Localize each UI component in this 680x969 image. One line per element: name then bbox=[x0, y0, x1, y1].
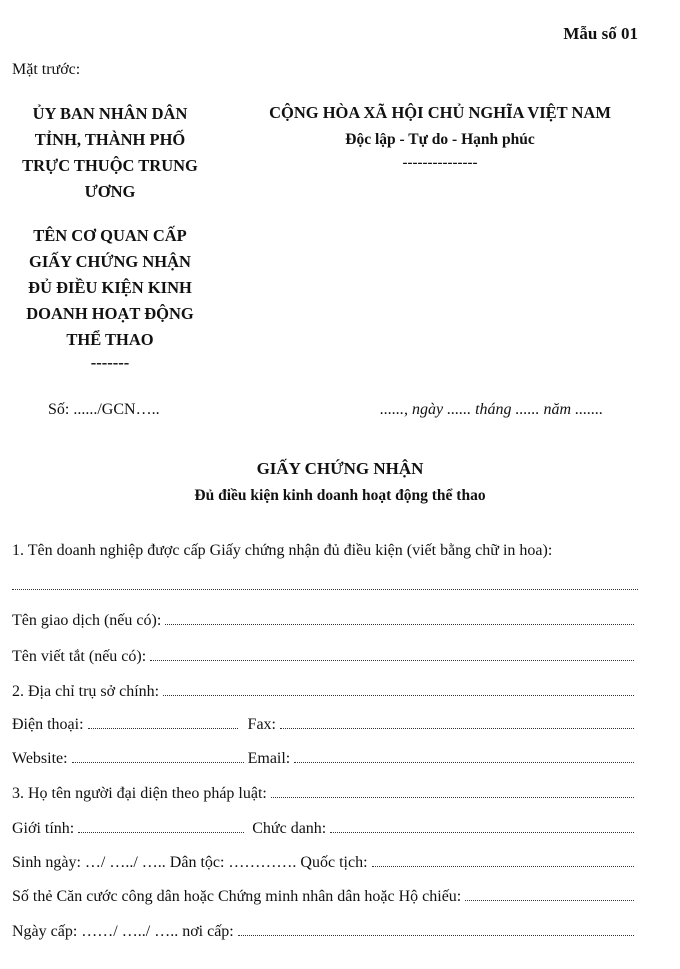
authority-line: ỦY BAN NHÂN DÂN bbox=[32, 104, 188, 123]
field-label: Số thẻ Căn cước công dân hoặc Chứng minh nhân dân hoặc Hộ chiếu: bbox=[12, 888, 462, 905]
fill-line-email[interactable] bbox=[294, 748, 634, 763]
field-id-card[interactable] bbox=[12, 886, 638, 907]
field-company-name-line[interactable] bbox=[12, 575, 638, 590]
issue-date-line: ......, ngày ...... tháng ...... năm ....... bbox=[380, 401, 604, 418]
field-label: Điện thoại: bbox=[12, 716, 84, 733]
agency-line: GIẤY CHỨNG NHẬN bbox=[29, 252, 191, 271]
field-label: 2. Địa chỉ trụ sở chính: bbox=[12, 683, 160, 700]
fill-line[interactable] bbox=[165, 610, 634, 625]
authority-line: TỈNH, THÀNH PHỐ bbox=[34, 130, 186, 149]
country-name: CỘNG HÒA XÃ HỘI CHỦ NGHĨA VIỆT NAM bbox=[269, 103, 611, 122]
authority-line: ƯƠNG bbox=[84, 182, 136, 201]
certificate-number: Số: ....../GCN….. bbox=[48, 401, 160, 418]
fill-line[interactable] bbox=[372, 852, 634, 867]
agency-divider: ------- bbox=[90, 353, 130, 372]
agency-line: THỂ THAO bbox=[66, 330, 154, 349]
field-label: Chức danh: bbox=[252, 820, 327, 837]
fill-line-position[interactable] bbox=[330, 818, 634, 833]
authority-line: TRỰC THUỘC TRUNG bbox=[22, 156, 198, 175]
field-gender-position[interactable] bbox=[12, 818, 638, 839]
field-address[interactable] bbox=[12, 681, 638, 702]
field-label: Sinh ngày: …/ …../ ….. Dân tộc: …………. Quốc tịch: bbox=[12, 854, 368, 871]
field-trade-name[interactable] bbox=[12, 610, 638, 631]
fill-line[interactable] bbox=[238, 921, 634, 936]
field-label: Tên giao dịch (nếu có): bbox=[12, 612, 162, 629]
field-website-email[interactable] bbox=[12, 748, 638, 769]
fill-line-website[interactable] bbox=[72, 748, 244, 763]
field-label: Fax: bbox=[247, 716, 276, 733]
field-label: 3. Họ tên người đại diện theo pháp luật: bbox=[12, 785, 267, 802]
fill-line[interactable] bbox=[150, 646, 634, 661]
fill-line[interactable] bbox=[12, 575, 638, 590]
agency-line: TÊN CƠ QUAN CẤP bbox=[33, 226, 187, 245]
national-motto: Độc lập - Tự do - Hạnh phúc bbox=[345, 131, 535, 148]
authority-block bbox=[10, 101, 210, 205]
field-label: Tên viết tắt (nếu có): bbox=[12, 648, 147, 665]
agency-line: DOANH HOẠT ĐỘNG bbox=[26, 304, 194, 323]
field-company-name-label: 1. Tên doanh nghiệp được cấp Giấy chứng nhận đủ điều kiện (viết bằng chữ in hoa): bbox=[12, 542, 553, 559]
field-dob-ethnic-nationality[interactable] bbox=[12, 852, 638, 873]
document-subtitle: Đủ điều kiện kinh doanh hoạt động thể thao bbox=[194, 487, 486, 504]
motto-divider: --------------- bbox=[402, 155, 478, 171]
fill-line[interactable] bbox=[163, 681, 634, 696]
document-title: GIẤY CHỨNG NHẬN bbox=[256, 459, 424, 478]
fill-line[interactable] bbox=[271, 783, 634, 798]
fill-line[interactable] bbox=[465, 886, 634, 901]
field-label: Giới tính: bbox=[12, 820, 75, 837]
fill-line-phone[interactable] bbox=[88, 714, 238, 729]
agency-block bbox=[10, 223, 210, 373]
field-label: Website: bbox=[12, 750, 68, 767]
front-label: Mặt trước: bbox=[12, 61, 81, 78]
agency-line: ĐỦ ĐIỀU KIỆN KINH bbox=[28, 278, 192, 297]
field-phone-fax[interactable] bbox=[12, 714, 638, 735]
field-issue-date-place[interactable] bbox=[12, 921, 638, 942]
field-label: Email: bbox=[247, 750, 291, 767]
form-number: Mẫu số 01 bbox=[563, 24, 638, 43]
fill-line-fax[interactable] bbox=[280, 714, 634, 729]
field-legal-rep[interactable] bbox=[12, 783, 638, 804]
field-abbrev-name[interactable] bbox=[12, 646, 638, 667]
field-label: Ngày cấp: ……/ …../ ….. nơi cấp: bbox=[12, 923, 234, 940]
fill-line-gender[interactable] bbox=[78, 818, 244, 833]
